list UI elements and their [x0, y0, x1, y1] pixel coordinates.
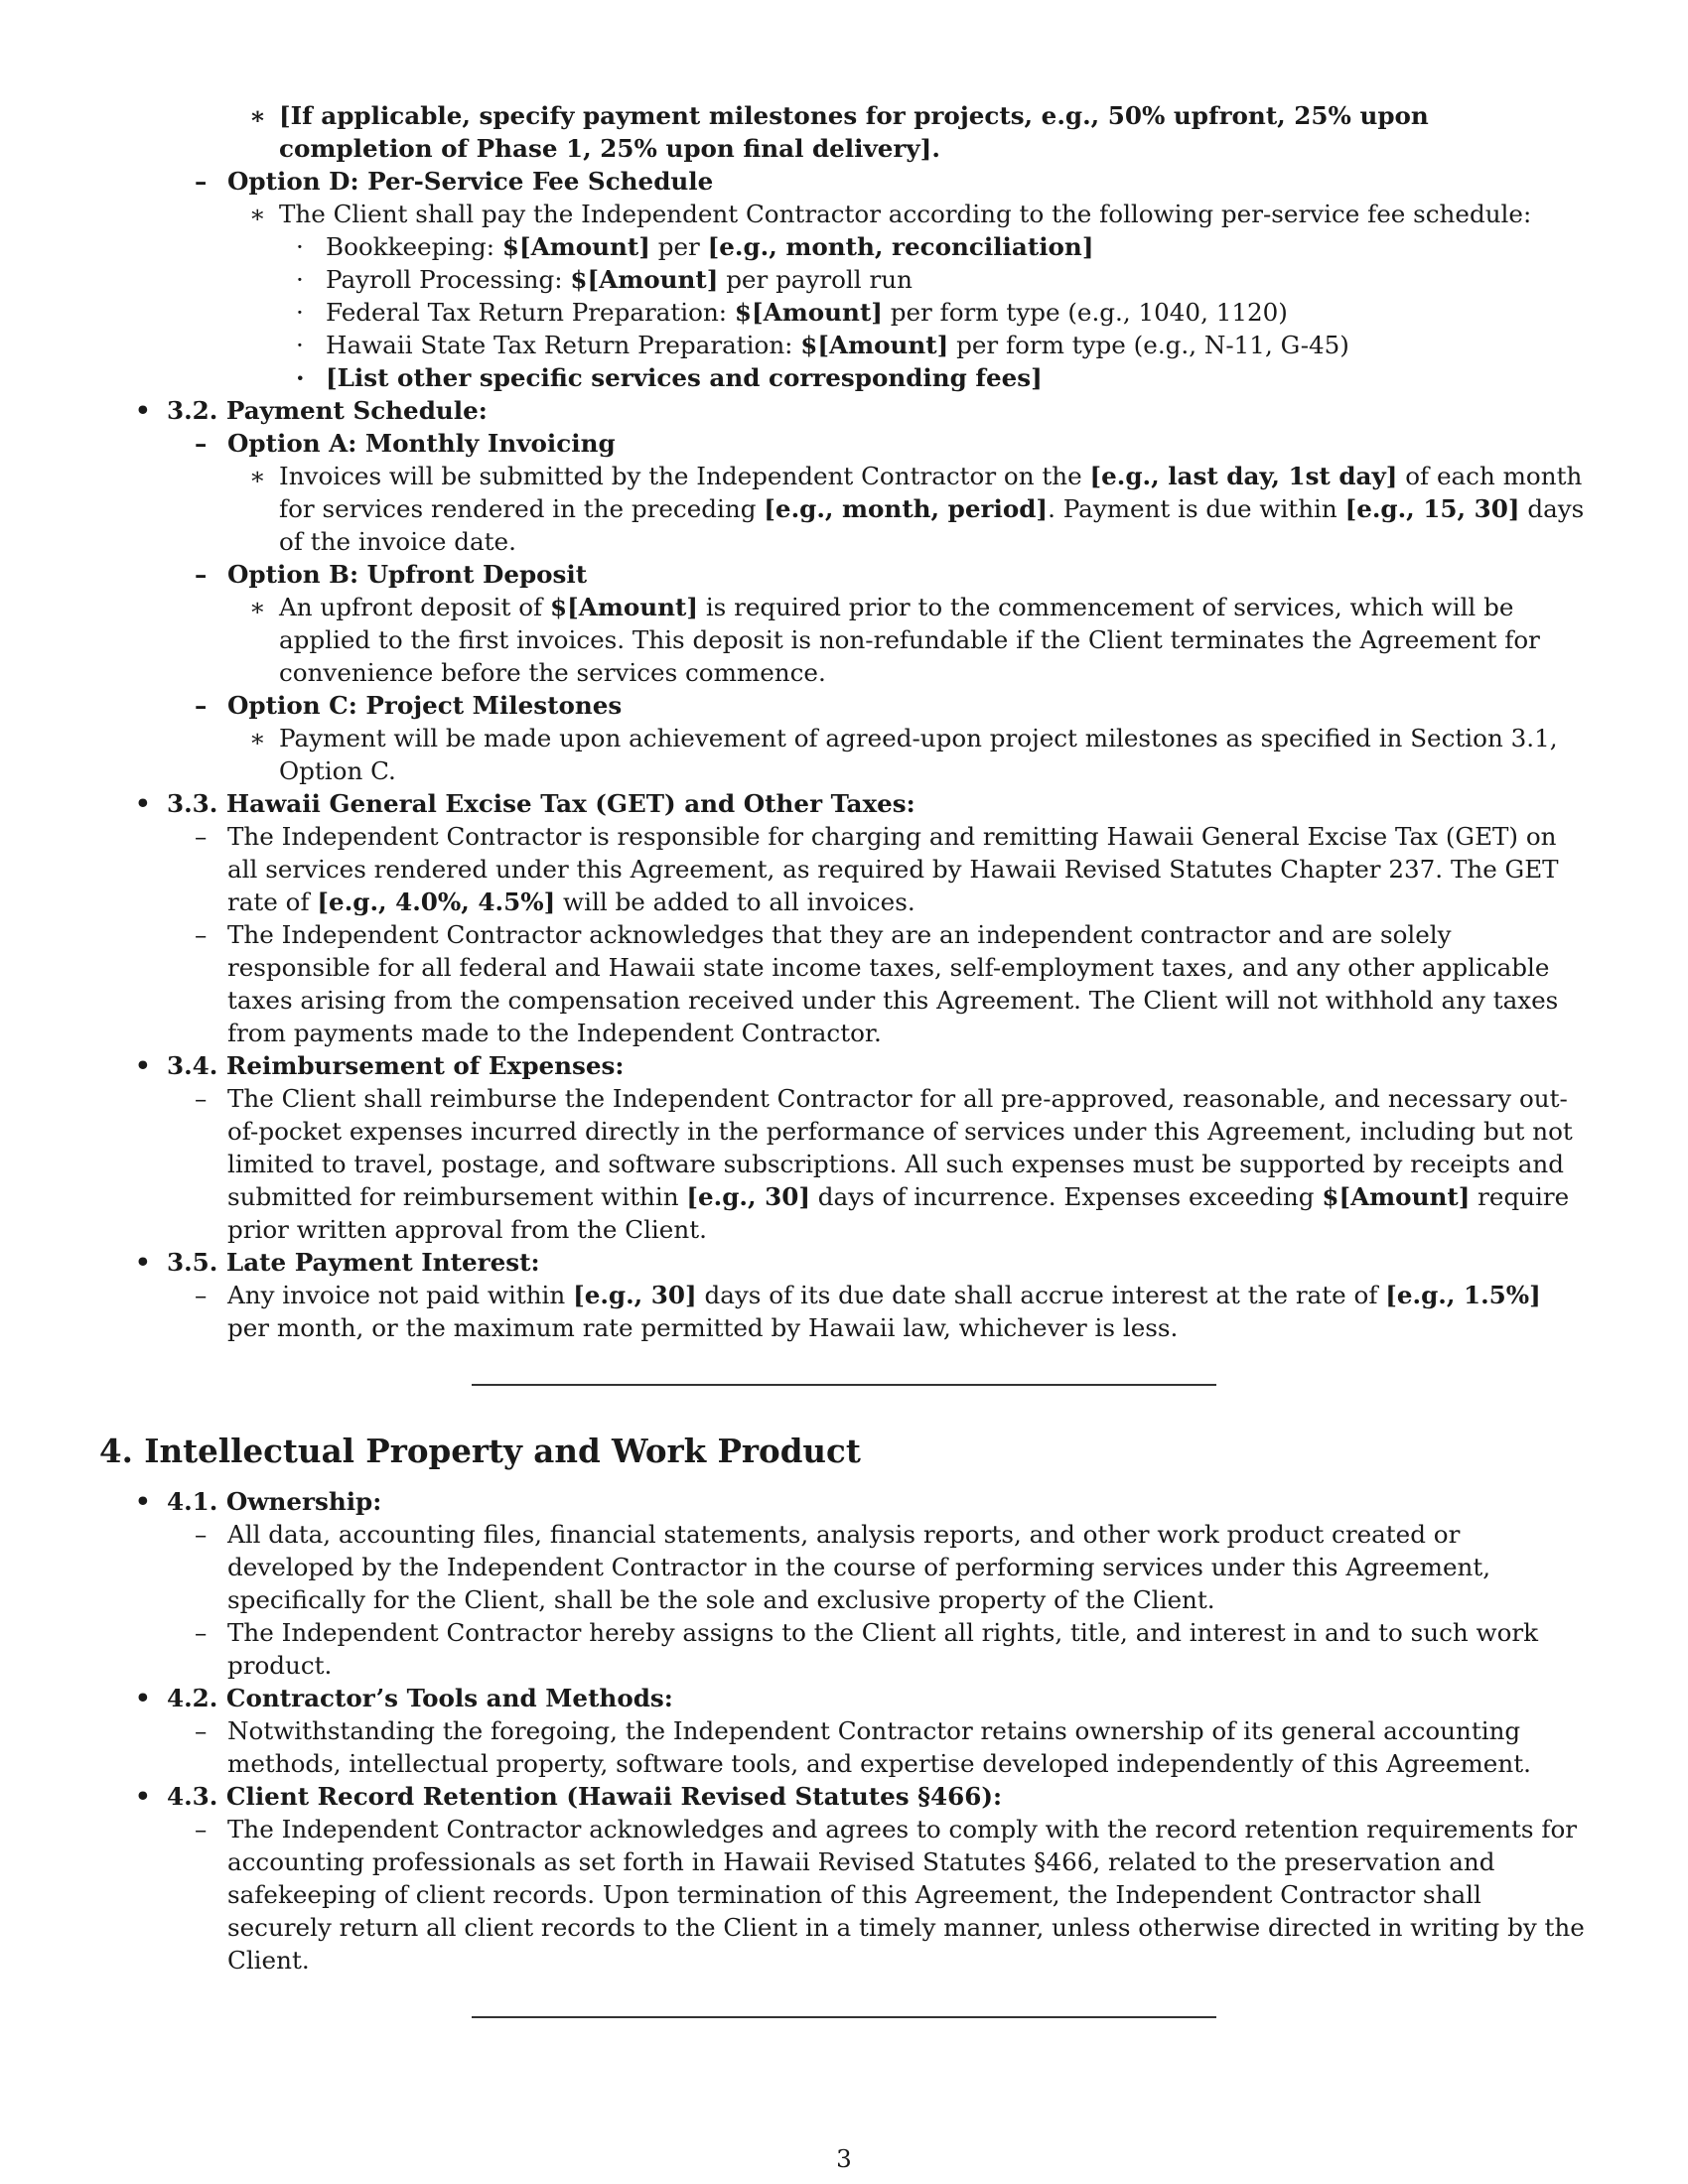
section-3-5-p1: – Any invoice not paid within [e.g., 30] days of its due date shall accrue interest at the rate of [e.g., 1.5%] per month, or the maximum rate permitted by Hawaii law, whichever is less.	[195, 1281, 1541, 1342]
section-divider	[472, 2016, 1216, 2018]
section-4-2-title: • 4.2. Contractor’s Tools and Methods:	[135, 1684, 673, 1712]
option-b-title: – Option B: Upfront Deposit	[195, 560, 588, 589]
fee-item: · Payroll Processing: $[Amount] per payroll run	[296, 265, 913, 294]
milestone-note: ∗ [If applicable, specify payment milestones for projects, e.g., 50% upfront, 25% upon completion of Phase 1, 25% upon final delivery].	[249, 101, 1429, 163]
section-4-1-title: • 4.1. Ownership:	[135, 1487, 382, 1516]
option-b-text: ∗ An upfront deposit of $[Amount] is required prior to the commencement of services, which will be applied to the first invoices. This deposit is non-refundable if the Client terminates the Agreement for convenience before the services commence.	[249, 593, 1540, 687]
option-a-text: ∗ Invoices will be submitted by the Independent Contractor on the [e.g., last day, 1st day] of each month for services rendered in the preceding [e.g., month, period]. Payment is due within [e.g., 15, 30] days of the invoice date.	[249, 462, 1585, 556]
section-4-3-title: • 4.3. Client Record Retention (Hawaii Revised Statutes §466):	[135, 1782, 1003, 1811]
option-c-text: ∗ Payment will be made upon achievement of agreed-upon project milestones as specified in Section 3.1, Option C.	[249, 724, 1558, 785]
section-3-3-p2: – The Independent Contractor acknowledges that they are an independent contractor and are solely responsible for all federal and Hawaii state income taxes, self-employment taxes, and any other applicable taxes arising from the compensation received under this Agreement. The Client will not withhold any taxes from payments made to the Independent Contractor.	[195, 920, 1559, 1047]
section-4-heading: 4. Intellectual Property and Work Product	[99, 1432, 861, 1470]
option-d-title: – Option D: Per-Service Fee Schedule	[195, 167, 714, 196]
section-4-3-p1: – The Independent Contractor acknowledges and agrees to comply with the record retention requirements for accounting professionals as set forth in Hawaii Revised Statutes §466, related to the preservation and safekeeping of client records. Upon termination of this Agreement, the Independent Contractor shall securely return all client records to the Client in a timely manner, unless otherwise directed in writing by the Client.	[195, 1815, 1585, 1975]
section-3-3-p1: – The Independent Contractor is responsible for charging and remitting Hawaii General Excise Tax (GET) on all services rendered under this Agreement, as required by Hawaii Revised Statutes Chapter 237. The GET rate of [e.g., 4.0%, 4.5%] will be added to all invoices.	[195, 822, 1559, 916]
fee-item: · Bookkeeping: $[Amount] per [e.g., month, reconciliation]	[296, 232, 1094, 261]
fee-item: · Federal Tax Return Preparation: $[Amount] per form type (e.g., 1040, 1120)	[296, 298, 1288, 327]
section-4-1-p1: – All data, accounting files, financial statements, analysis reports, and other work product created or developed by the Independent Contractor in the course of performing services under this Agreement, specifically for the Client, shall be the sole and exclusive property of the Client.	[195, 1520, 1491, 1614]
document-page	[99, 99, 1589, 2018]
section-3-5-title: • 3.5. Late Payment Interest:	[135, 1248, 540, 1277]
section-divider	[472, 1384, 1216, 1386]
option-a-title: – Option A: Monthly Invoicing	[195, 429, 616, 458]
page-number: 3	[836, 2144, 852, 2173]
section-3-2-title: • 3.2. Payment Schedule:	[135, 396, 488, 425]
option-c-title: – Option C: Project Milestones	[195, 691, 623, 720]
section-4-1-p2: – The Independent Contractor hereby assigns to the Client all rights, title, and interest in and to such work product.	[195, 1618, 1539, 1680]
section-3-4-title: • 3.4. Reimbursement of Expenses:	[135, 1051, 625, 1080]
option-d-intro: ∗ The Client shall pay the Independent Contractor according to the following per-service fee schedule:	[249, 200, 1532, 228]
section-4-2-p1: – Notwithstanding the foregoing, the Independent Contractor retains ownership of its general accounting methods, intellectual property, software tools, and expertise developed independently of this Agreement.	[195, 1716, 1531, 1778]
fee-item-other: · [List other specific services and corresponding fees]	[296, 363, 1043, 392]
section-3-4-p1: – The Client shall reimburse the Independent Contractor for all pre-approved, reasonable, and necessary out-of-pocket expenses incurred directly in the performance of services under this Agreement, including but not limited to travel, postage, and software subscriptions. All such expenses must be supported by receipts and submitted for reimbursement within [e.g., 30] days of incurrence. Expenses exceeding $[Amount] require prior written approval from the Client.	[195, 1084, 1573, 1244]
fee-item: · Hawaii State Tax Return Preparation: $[Amount] per form type (e.g., N-11, G-45)	[296, 331, 1349, 359]
section-3-3-title: • 3.3. Hawaii General Excise Tax (GET) and Other Taxes:	[135, 789, 915, 818]
